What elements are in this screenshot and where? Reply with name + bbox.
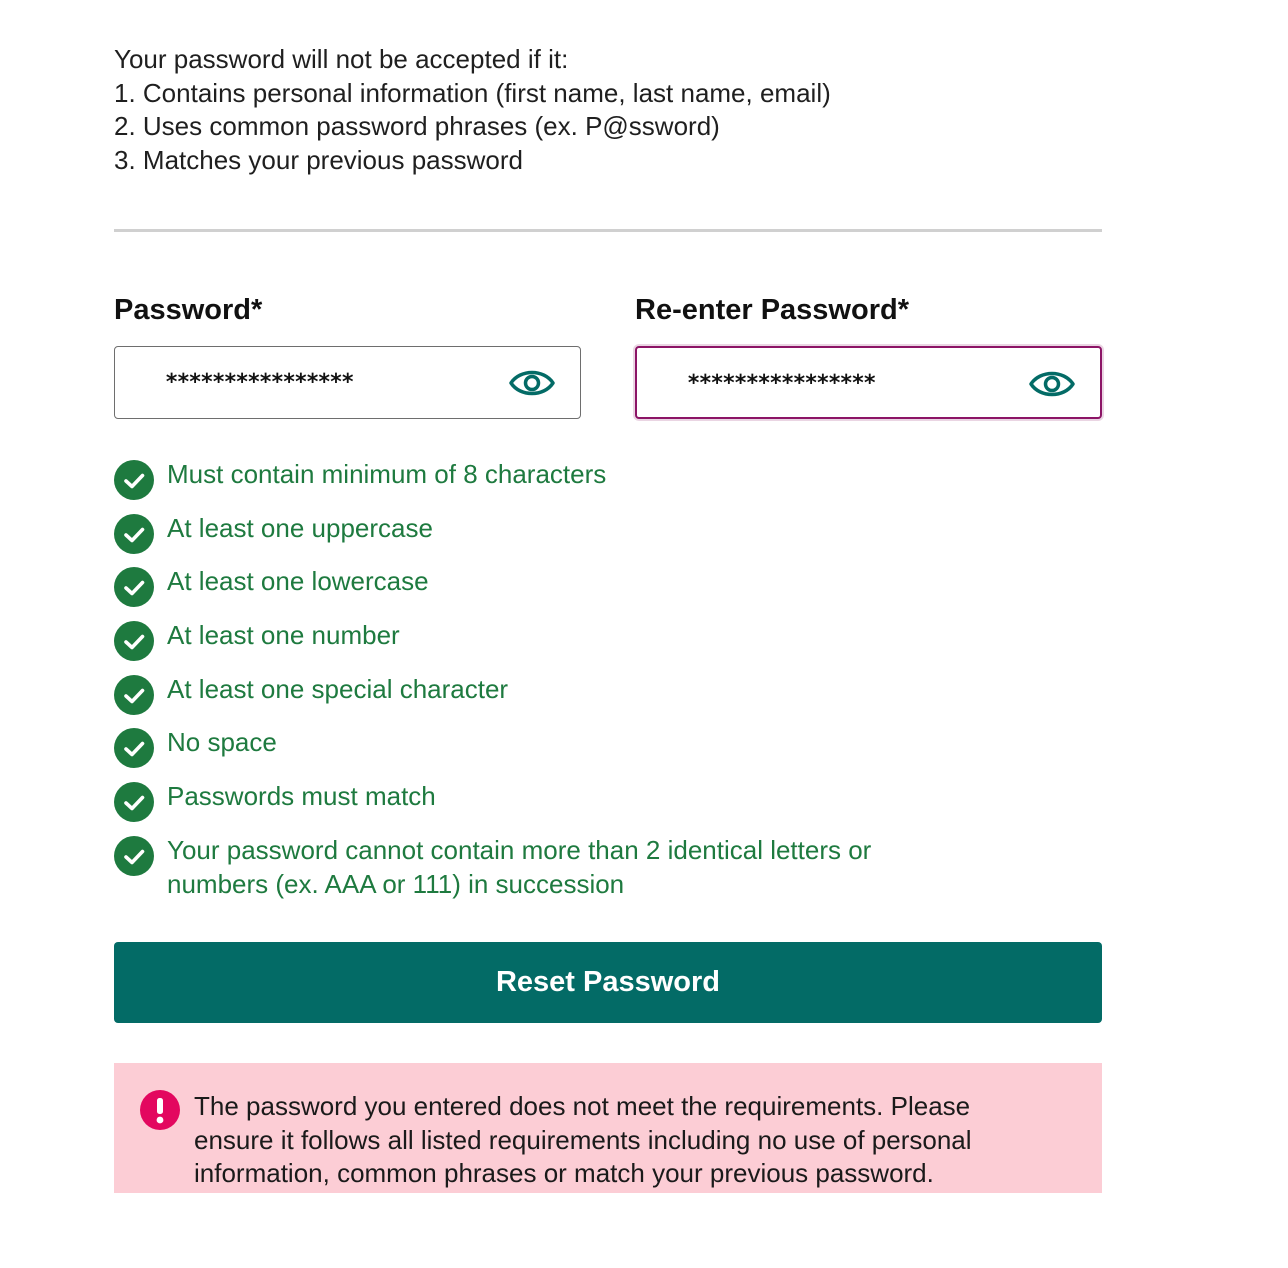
eye-icon[interactable] [508, 364, 556, 402]
requirement-item [114, 726, 1014, 780]
divider [114, 229, 1102, 232]
check-icon [114, 621, 154, 661]
check-icon [114, 728, 154, 768]
check-icon [114, 836, 154, 876]
requirement-text: Passwords must match [167, 781, 436, 812]
rule-item: 2. Uses common password phrases (ex. P@ssword) [114, 111, 720, 142]
reenter-password-field [635, 290, 1102, 330]
check-icon [114, 567, 154, 607]
reenter-password-label: Re-enter Password* [635, 294, 909, 326]
requirement-text: Your password cannot contain more than 2 identical letters or numbers (ex. AAA or 111) in succession [167, 834, 872, 899]
password-rules-intro [114, 43, 1014, 178]
password-input[interactable] [165, 367, 495, 397]
requirement-item [114, 834, 1014, 899]
check-icon [114, 782, 154, 822]
error-alert [114, 1063, 1102, 1193]
reenter-password-input-box [635, 346, 1102, 419]
requirement-text: Must contain minimum of 8 characters [167, 459, 607, 489]
requirement-text: At least one lowercase [167, 566, 429, 597]
requirements-list [114, 458, 1014, 899]
password-label: Password* [114, 294, 263, 326]
reenter-password-input[interactable] [687, 368, 1017, 398]
password-field [114, 290, 581, 330]
check-icon [114, 514, 154, 554]
rule-item: 1. Contains personal information (first name, last name, email) [114, 77, 831, 108]
exclamation-icon [140, 1090, 180, 1130]
requirement-text: At least one number [167, 620, 400, 651]
requirement-text: At least one special character [167, 673, 509, 704]
requirement-text: No space [167, 727, 277, 758]
requirement-item [114, 565, 1014, 619]
check-icon [114, 675, 154, 715]
requirement-item [114, 780, 1014, 834]
rule-item: 3. Matches your previous password [114, 145, 523, 176]
password-input-box [114, 346, 581, 419]
requirement-item [114, 673, 1014, 727]
requirement-item [114, 458, 1014, 512]
requirement-item [114, 619, 1014, 673]
requirement-item [114, 512, 1014, 566]
error-message: The password you entered does not meet the requirements. Please ensure it follows all listed requirements including no use of personal information, common phrases or match your previous password. [194, 1091, 972, 1189]
check-icon [114, 460, 154, 500]
reset-password-button[interactable]: Reset Password [114, 942, 1102, 1023]
rules-heading: Your password will not be accepted if it: [114, 44, 569, 74]
requirement-text: At least one uppercase [167, 512, 433, 543]
eye-icon[interactable] [1028, 365, 1076, 403]
